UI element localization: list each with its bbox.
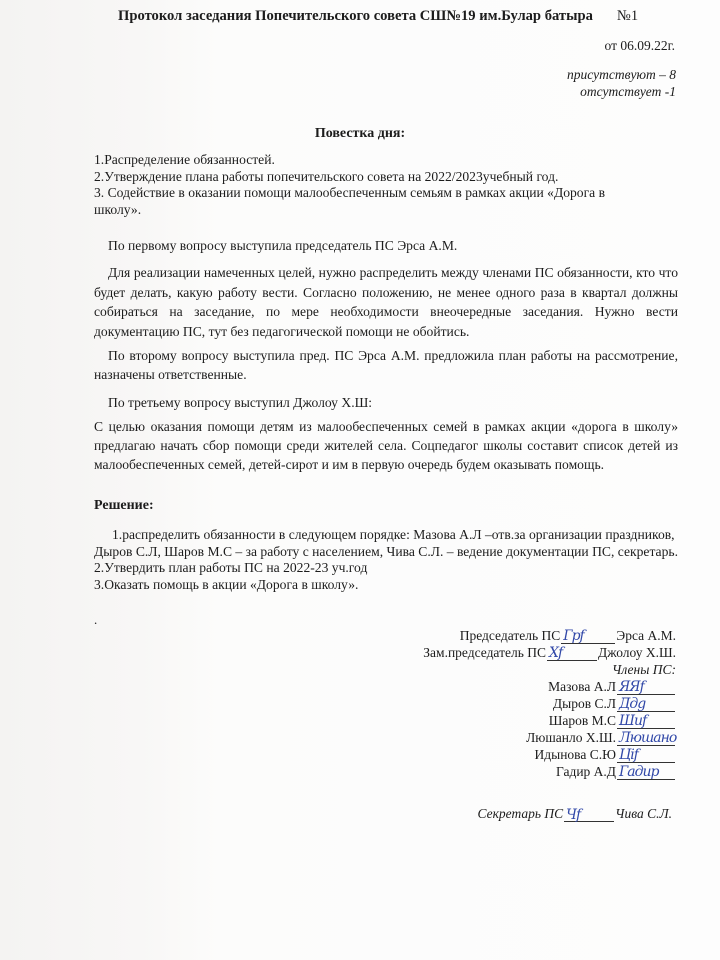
document-date: от 06.09.22г.	[604, 38, 675, 53]
signature-member	[423, 763, 676, 780]
decision-item: 3.Оказать помощь в акции «Дорога в школу».	[94, 576, 359, 592]
protocol-number: №1	[616, 8, 639, 24]
signature-line	[617, 765, 675, 780]
attendance-present: присутствуют – 8	[566, 67, 676, 82]
decision-heading: Решение:	[94, 498, 154, 513]
signature-line	[617, 680, 675, 695]
handwritten-signature: Гадир	[619, 764, 659, 780]
paragraph-first-question: По первому вопросу выступила председатель ПС Эрса А.М.	[108, 238, 458, 253]
handwritten-signature: Грf	[563, 628, 584, 644]
signature-name: Чива С.Л.	[615, 806, 672, 821]
trailing-mark: .	[94, 612, 98, 627]
signature-member	[423, 678, 676, 695]
paragraph-third-question: По третьему вопросу выступил Джолоу Х.Ш:	[108, 395, 373, 410]
handwritten-signature: Ддg	[619, 696, 646, 712]
signature-name: Гадир А.Д	[555, 764, 616, 779]
attendance-block	[567, 66, 676, 100]
signature-role: Зам.председатель ПС	[423, 645, 546, 660]
signature-line	[561, 629, 615, 644]
signature-chair	[423, 627, 676, 644]
agenda-item: школу».	[94, 201, 142, 217]
attendance-absent: отсутствует -1	[580, 84, 676, 99]
paragraph-second-question: По второму вопросу выступила пред. ПС Эрса А.М. предложила план работы на рассмотрение, назначены ответственные.	[94, 348, 678, 382]
signature-role: Секретарь ПС	[477, 806, 564, 821]
signature-line	[564, 807, 614, 822]
decision-list	[94, 527, 678, 593]
handwritten-signature: Xf	[549, 645, 563, 661]
signature-line	[617, 697, 675, 712]
decision-item: 2.Утвердить план работы ПС на 2022-23 уч.год	[94, 560, 368, 575]
signature-name: Дыров С.Л	[552, 696, 616, 711]
agenda-item: 1.Распределение обязанностей.	[94, 152, 275, 167]
signature-member	[423, 729, 676, 746]
handwritten-signature: Шиf	[619, 713, 647, 729]
signature-member	[423, 712, 676, 729]
handwritten-signature: Чf	[566, 807, 581, 823]
signature-line	[617, 731, 675, 746]
signatures-block	[423, 627, 676, 780]
handwritten-signature: ЯЯf	[619, 679, 644, 695]
handwritten-signature: Цif	[619, 747, 638, 763]
signature-name: Идынова С.Ю	[534, 747, 616, 762]
signature-name: Шаров М.С	[548, 713, 616, 728]
decision-item: 1.распределить обязанности в следующем порядке: Мазова А.Л –отв.за организации праздников, Дыров С.Л, Шаров М.С – за работу с населением, Чива С.Л. – ведение документации ПС, секретарь.	[94, 527, 678, 559]
agenda-list	[94, 152, 674, 218]
signature-member	[423, 695, 676, 712]
paragraph-help-proposal: С целью оказания помощи детям из малообеспеченных семей в рамках акции «дорога в школу» предлагаю начать сбор помощи среди жителей села. Соцпедагог школы составит список детей из малообеспеченных семей, детей-сирот и им в первую очередь будем оказывать помощь.	[94, 419, 678, 472]
paragraph-goals: Для реализации намеченных целей, нужно распределить между членами ПС обязанности, кто что будет делать, какую работу вести. Согласно положению, не менее одного раза в квартал должны собираться на заседание, по мере необходимости внеочередные заседания. Нужно вести документацию ПС, тут без педагогической помощи не обойтись.	[94, 265, 678, 339]
signature-role: Председатель ПС	[459, 628, 561, 643]
signature-secretary	[478, 806, 673, 822]
signature-line	[617, 748, 675, 763]
agenda-item: 2.Утверждение плана работы попечительского совета на 2022/2023учебный год.	[94, 168, 559, 184]
agenda-heading: Повестка дня:	[314, 126, 406, 141]
members-label: Члены ПС:	[612, 662, 676, 677]
signature-name: Люшанло Х.Ш.	[526, 730, 616, 745]
document-title-text: Протокол заседания Попечительского совета СШ№19 им.Булар батыра	[118, 8, 593, 24]
signature-name: Джолоу Х.Ш.	[598, 645, 676, 660]
handwritten-signature: Люшано	[619, 730, 677, 746]
signature-name: Мазова А.Л	[548, 679, 616, 694]
signature-vice-chair	[423, 644, 676, 661]
signature-name: Эрса А.М.	[616, 628, 676, 643]
signature-member	[423, 746, 676, 763]
signature-line	[547, 646, 597, 661]
document-title	[118, 8, 638, 25]
agenda-item: 3. Содействие в оказании помощи малообеспеченным семьям в рамках акции «Дорога в	[94, 185, 606, 200]
signature-line	[617, 714, 675, 729]
